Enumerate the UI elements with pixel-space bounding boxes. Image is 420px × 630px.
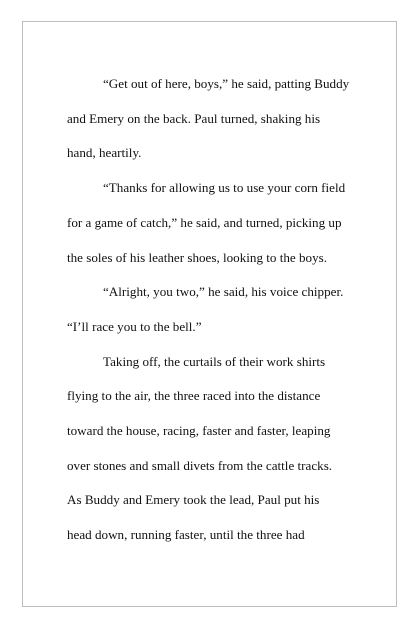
text-line: head down, running faster, until the three had (67, 527, 305, 543)
text-line: and Emery on the back. Paul turned, shaking his (67, 110, 321, 126)
text-line: Taking off, the curtails of their work shirts (103, 353, 326, 369)
text-line: “I’ll race you to the bell.” (67, 318, 202, 334)
text-line: flying to the air, the three raced into the distance (67, 388, 321, 404)
text-line: for a game of catch,” he said, and turned, picking up (67, 214, 342, 230)
text-line: “Get out of here, boys,” he said, patting Buddy (103, 76, 350, 91)
text-line: “Thanks for allowing us to use your corn field (103, 180, 346, 196)
page-frame (22, 21, 397, 607)
text-line: the soles of his leather shoes, looking to the boys. (67, 249, 328, 265)
text-line: over stones and small divets from the cattle tracks. (67, 457, 333, 473)
text-line: toward the house, racing, faster and faster, leaping (67, 423, 331, 439)
text-line: “Alright, you two,” he said, his voice chipper. (103, 284, 344, 300)
text-line: As Buddy and Emery took the lead, Paul put his (67, 492, 320, 508)
body-text (67, 67, 387, 553)
text-line: hand, heartily. (67, 145, 142, 161)
